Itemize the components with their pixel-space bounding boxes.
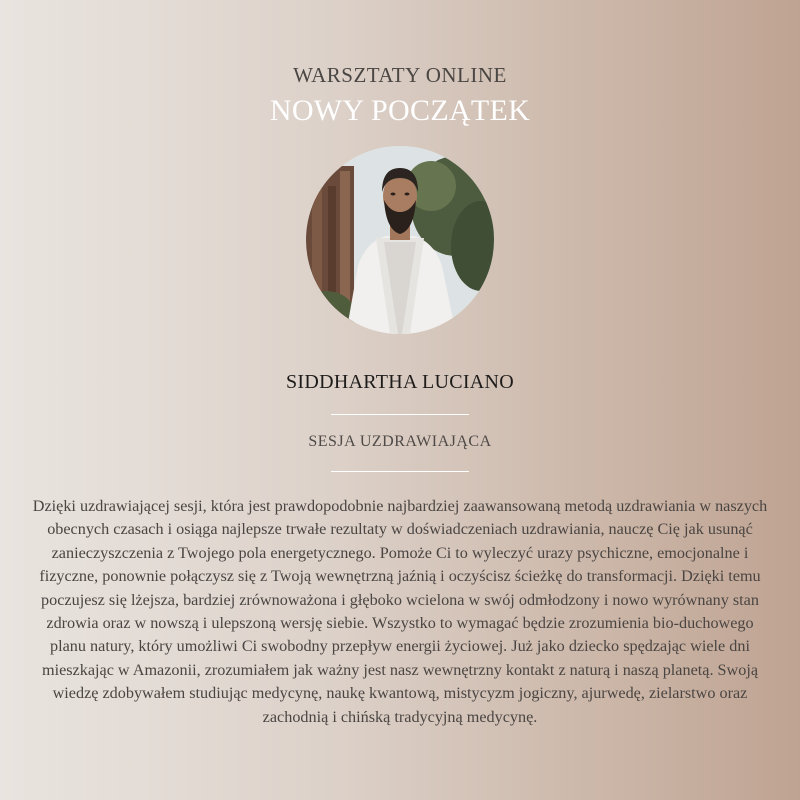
workshop-title: NOWY POCZĄTEK — [269, 94, 531, 127]
divider-bottom — [331, 471, 469, 472]
eyebrow-heading: WARSZTATY ONLINE — [293, 63, 507, 87]
session-type: SESJA UZDRAWIAJĄCA — [308, 433, 492, 450]
divider-top — [331, 414, 469, 415]
description-paragraph: Dzięki uzdrawiającej sesji, która jest prawdopodobnie najbardziej zaawansowaną metodą uzdrawiania w naszych obecnych czasach i osiąga najlepsze trwałe rezultaty w doświadczeniach uzdrawiania, nauczę Cię jak usunąć zanieczyszczenia z Twojego pola energetycznego. Pomoże Ci to wyleczyć urazy psychiczne, emocjonalne i fizyczne, ponownie połączysz się z Twoją wewnętrzną jaźnią i oczyścisz ścieżkę do transformacji. Dzięki temu poczujesz się lżejsza, bardziej zrównoważona i głęboko wcielona w swój odmłodzony i nowo wyrównany stan zdrowia oraz w nowszą i ulepszoną wersję siebie. Wszystko to wymagać będzie zrozumienia bio-duchowego planu natury, który umożliwi Ci swobodny przepływ energii życiowej. Już jako dziecko spędzając wiele dni mieszkając w Amazonii, zrozumiałem jak ważny jest nasz wewnętrzny kontakt z naturą i naszą planetą. Swoją wiedzę zdobywałem studiując medycynę, naukę kwantową, mistycyzm jogiczny, ajurwedę, zielarstwo oraz zachodnią i chińską tradycyjną medycynę. — [32, 497, 768, 726]
presenter-portrait — [306, 146, 494, 334]
portrait-illustration — [306, 146, 494, 334]
presenter-name: SIDDHARTHA LUCIANO — [285, 371, 515, 393]
